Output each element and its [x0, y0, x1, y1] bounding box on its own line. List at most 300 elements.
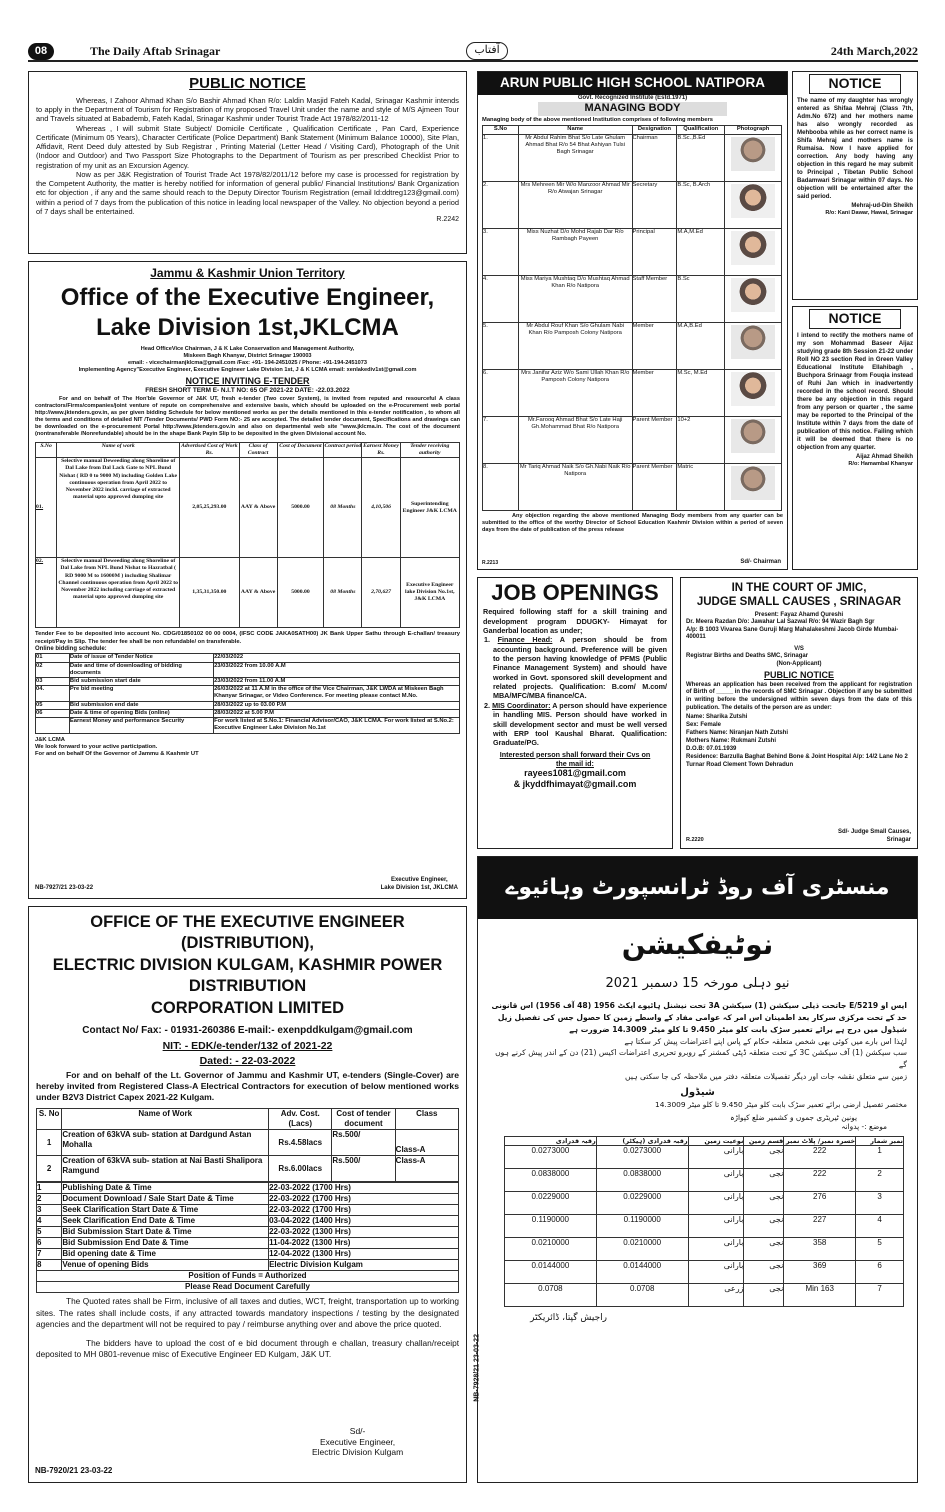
- jobs-email-1[interactable]: rayees1081@gmail.com: [524, 767, 626, 778]
- table-cell: Creation of 63kVA sub- station at Nai Basti Shalipora Ramgund: [62, 1156, 269, 1182]
- public-notice-title: PUBLIC NOTICE: [189, 75, 306, 92]
- table-cell: [725, 228, 782, 275]
- table-cell: 1: [856, 1145, 904, 1168]
- table-cell: 0.0273000: [505, 1145, 597, 1168]
- court-title-2: JUDGE SMALL CAUSES , SRINAGAR: [696, 596, 902, 609]
- table-cell: Mr Abdul Rouf Khan S/o Ghulam Nabi Khan R/o Pamposh Colony Natipora: [518, 322, 632, 369]
- table-cell: 28/03/2022 up to 03.00 P.M: [214, 701, 460, 709]
- arun-ref: R.2213: [482, 559, 499, 566]
- signature-line: Executive Engineer,: [390, 877, 448, 883]
- table-header: Designation: [632, 126, 677, 134]
- table-cell: 0.0838000: [596, 1168, 688, 1191]
- table-cell: 5: [856, 1237, 904, 1260]
- jobs-title: JOB OPENINGS: [491, 580, 659, 605]
- detail-line: Sex: Female: [686, 721, 722, 728]
- lcma-addr-2: Miskeen Bagh Khanyar, District Srinagar 190003: [183, 352, 312, 359]
- masthead: [28, 42, 918, 62]
- public-notice: [28, 71, 467, 254]
- table-cell: 7: [37, 1249, 62, 1260]
- urdu-signature: راجیش گپتا، ڈائریکٹر: [530, 1312, 607, 1323]
- notice-address: R/o: Kani Dawar, Hawal, Srinagar: [825, 210, 913, 217]
- table-cell: 22-03-2022 (1300 Hrs): [269, 1227, 459, 1238]
- table-row: [483, 322, 782, 369]
- kulgam-dated: Dated: - 22-03-2022: [199, 1054, 296, 1067]
- member-photo: [731, 419, 775, 453]
- detail-line: Name: Sharika Zutshi: [686, 713, 748, 720]
- table-cell: 3.: [483, 228, 519, 275]
- table-cell: 5.: [483, 322, 519, 369]
- notice-signature: Mehraj-ud-Din Sheikh: [851, 202, 913, 209]
- jobs-cta: Interested person shall forward their Cvs on the mail id:: [499, 749, 651, 768]
- job-heading: MIS Coordinator:: [492, 700, 551, 710]
- table-cell: Mr Tariq Ahmad Naik S/o Gh.Nabi Naik R/o Natipora: [518, 463, 632, 510]
- member-photo: [731, 325, 775, 359]
- table-cell: 3: [856, 1191, 904, 1214]
- table-cell: Document Download / Sale Start Date & Time: [62, 1194, 269, 1205]
- table-cell: Rs.500/: [332, 1156, 395, 1182]
- jobs-email-link[interactable]: jkyddfhimayat@gmail.com: [522, 778, 637, 789]
- signature-line: Electric Division Kulgam: [312, 1447, 404, 1458]
- table-row: [36, 654, 460, 662]
- lcma-notice-heading: NOTICE INVITING E-TENDER: [185, 375, 310, 386]
- table-cell: 10+2: [677, 416, 725, 463]
- table-header: Name of work: [57, 443, 180, 458]
- table-cell: [725, 463, 782, 510]
- table-cell: 1.: [483, 134, 519, 181]
- table-cell: M.Sc, M.Ed: [677, 369, 725, 416]
- table-cell: Electric Division Kulgam: [269, 1260, 459, 1271]
- lcma-schedule-title: Online bidding schedule:: [35, 645, 107, 652]
- table-row: [505, 1191, 904, 1214]
- table-cell: 0.0708: [596, 1283, 688, 1306]
- table-row: [505, 1260, 904, 1283]
- table-cell: 5000.00: [277, 458, 324, 558]
- table-cell: [36, 718, 70, 733]
- table-cell: Date & time of opening Bids (online): [69, 709, 213, 717]
- detail-line: D.O.B: 07.01.1939: [686, 746, 737, 753]
- table-cell: 2,05,25,293.00: [180, 458, 239, 558]
- table-cell: 1,35,31,350.00: [180, 558, 239, 628]
- table-cell: 8.: [483, 463, 519, 510]
- table-cell: 7: [856, 1283, 904, 1306]
- lcma-addr-1: Head OfficeVice Chairman, J & K Lake Conservation and Management Authority,: [140, 346, 355, 352]
- table-cell: Secretary: [632, 181, 677, 228]
- table-cell: 6: [856, 1260, 904, 1283]
- table-cell: 08 Months: [324, 458, 362, 558]
- kulgam-p1: The Quoted rates shall be Firm, inclusive of all taxes and duties, WCT, freight, transportation up to working sites. The rates shall include costs, if any attracted towards mandatory inspections / testing by the designated agencies and the department will not be required to pay / reimburse anything over and above the price quoted.: [36, 1296, 459, 1329]
- notice-body: I intend to rectify the mothers name of my son Mohammad Baseer Aijaz studying grade 8th Session 21-22 under Roll NO 23 section Red in Green Valley Educational Institute Ellahibagh , Buchpora Srinaagr from Fouqia instead of Ruhi Jan which in inadvertently recorded in the school record. Should there be any objection in this regard from any person or quarter , the same may be reported to the Principal of the Institute within 7 days from the date of publication of this notice. Failing which it will be deemed that there is no objection from any quarter.: [797, 331, 913, 451]
- lcma-title-2: Lake Division 1st,JKLCMA: [96, 314, 399, 341]
- table-row: [37, 1194, 459, 1205]
- table-cell: بارانی: [688, 1191, 744, 1214]
- jobs-email-2: [483, 779, 667, 790]
- signature-line: Srinagar: [886, 836, 911, 843]
- table-cell: 0.1190000: [596, 1214, 688, 1237]
- kulgam-p2: The bidders have to upload the cost of e bid document through e challan, treasury challan/receipt deposited to MH 0801-revenue misc of Executive Engineer ED Kulgam, J&K UT.: [36, 1338, 459, 1360]
- notice-title: NOTICE: [809, 309, 901, 329]
- detail-line: Fathers Name: Niranjan Nath Zutshi: [686, 729, 789, 736]
- table-cell: 06: [36, 709, 70, 717]
- table-cell: 276: [784, 1191, 856, 1214]
- table-row: [505, 1214, 904, 1237]
- table-header: S. No: [37, 1109, 62, 1130]
- arun-managing-body: MANAGING BODY: [538, 102, 727, 116]
- urdu-date: نیو دہلی مورخہ 15 دسمبر 2021: [605, 976, 790, 991]
- table-cell: M.A,B.Ed: [677, 322, 725, 369]
- table-row: [36, 718, 460, 733]
- table-cell: Miss Mariya Mushtaq D/o Mushtaq Ahmad Khan R/o Natipora: [518, 275, 632, 322]
- urdu-banner: منسٹری آف روڈ ٹرانسپورٹ وہائیوے: [478, 857, 917, 919]
- kulgam-ref: NB-7920/21 23-03-22: [35, 1466, 113, 1475]
- urdu-para-4: زمین سے متعلق نقشہ جات اور دیگر تفصیلات متعلقہ دفتر میں ملاحظہ کی جا سکتی ہیں: [625, 1071, 907, 1081]
- table-cell: بارانی: [688, 1260, 744, 1283]
- table-cell: 0.0273000: [596, 1145, 688, 1168]
- kulgam-dates-table: [36, 1182, 459, 1293]
- table-cell: Principal: [632, 228, 677, 275]
- table-cell: نجی: [744, 1214, 784, 1237]
- table-cell: نجی: [744, 1283, 784, 1306]
- table-cell: 03: [36, 678, 70, 686]
- table-cell: 222: [784, 1168, 856, 1191]
- notice-body: The name of my daughter has wrongly entered as Shifaa Mehraj (Class 7th, Adm.No 672) and her mothers name has also wrongly recorded as Mehbooba while as her correct name is Shifa Mehraj and mothers name is Rumaisa. Now I have applied for correction. Any body having any objection in this regard he may submit to Principal , Tibetan Public School Badamwari Srinagar within 07 days. No objection will be entertained after the said period.: [797, 96, 913, 200]
- court-non-applicant: (Non-Applicant): [776, 660, 822, 667]
- jobs-item-finance: 1. Finance Head: A person should be from accounting background. Preference will be given to the person having knowledge of PFMS (Public Finance Management System) and should have worked in Govt. sponsored skill development and related projects. Qualification: B.com/ M.com/ MBA/MFC/MBA finance/CA.: [484, 635, 667, 701]
- public-notice-p3: Now as per J&K Registration of Tourist Trade Act 1978/82/2011/12 before my case is processed for registration by the Competent Authority, the matter is hereby notified for information of general public/ Financial Institutions/ Bank Organization etc for objection , if any and the same should reach to the Deputy Director Tourism Registration (email Id:ddtreg123@gmail.com) within a period of 7 days from the publication of this notice in leading local newspaper of the Valley. No objection beyond a period of 7 days shall be entertained.: [36, 169, 459, 216]
- urdu-village: موضع :- پدوانہ: [841, 1122, 887, 1132]
- table-row: [37, 1249, 459, 1260]
- table-cell: Parent Member: [632, 463, 677, 510]
- lcma-schedule-table: [35, 653, 460, 733]
- court-present: Present: Fayaz Ahamd Qureshi: [754, 611, 844, 618]
- table-row: [37, 1183, 459, 1194]
- kulgam-tender: [28, 906, 467, 1483]
- table-cell: نجی: [744, 1237, 784, 1260]
- table-cell: Selective manual Deweeding along Shoreline of Dal Lake from Dal Lack Gate to NPL Bund Nishat ( RD 0 to 9000 M) including Golden Lake continuous operation from April 2022 to November 2022 incld. carriage of extracted material upto approved dumping site: [57, 458, 180, 558]
- arun-school-notice: [477, 71, 788, 570]
- kulgam-intro: For and on behalf of the Lt. Governor of Jammu and Kashmir UT, e-tenders (Single-Cover) are hereby invited from Registered Class-A Electrical Contractors for execution of below mentioned works under B2V3 District Capex 2021-22 Kulgam.: [36, 1069, 459, 1103]
- urdu-land-table: [504, 1136, 904, 1307]
- table-header: Name: [518, 126, 632, 134]
- table-cell: 6: [37, 1238, 62, 1249]
- urdu-ref: NB-7928/21 23-03-22: [473, 1334, 481, 1402]
- signature-line: Lake Division 1st, JKLCMA: [380, 884, 458, 891]
- urdu-district: یونین ٹیریٹری جموں و کشمیر ضلع کپواڑہ: [730, 1113, 857, 1123]
- table-cell: Rs.500/: [332, 1130, 395, 1156]
- table-cell: 03-04-2022 (1400 Hrs): [269, 1216, 459, 1227]
- lcma-nit-no: FRESH SHORT TERM E- N.I.T NO: 65 OF 2021-22 DATE: -22.03.2022: [145, 387, 350, 395]
- table-row: [36, 709, 460, 717]
- table-cell: 0.0229000: [596, 1191, 688, 1214]
- table-cell: بارانی: [688, 1145, 744, 1168]
- signature-line: Sd/-: [349, 1426, 366, 1437]
- urdu-schedule-sub: مختصر تفصیل ارضی برائے تعمیر سڑک بابت کلو میٹر 9.450 تا کلو میٹر 14.3009: [655, 1100, 907, 1110]
- table-cell: 0.0229000: [505, 1191, 597, 1214]
- table-cell: 08 Months: [324, 558, 362, 628]
- table-header: Qualification: [677, 126, 725, 134]
- table-cell: 0.0210000: [505, 1237, 597, 1260]
- table-row: [37, 1260, 459, 1271]
- table-cell: Rs.4.58lacs: [269, 1130, 332, 1156]
- table-cell: بارانی: [688, 1168, 744, 1191]
- table-cell: Seek Clarification Start Date & Time: [62, 1205, 269, 1216]
- notice-mother-name: [792, 306, 918, 570]
- table-row: [505, 1168, 904, 1191]
- table-header: Name of Work: [62, 1109, 269, 1130]
- table-cell: 0.0838000: [505, 1168, 597, 1191]
- court-body: Whereas an application has been received from the applicant for registration of Birth of _____ in the records of SMC Srinagar . Objection if any be submitted in writing before the undersigned within seven days from the date of this publication. The details of the person are as under:: [686, 681, 912, 711]
- court-petitioner-1: Dr. Meera Razdan D/o: Jawahar Lal Sazwal R/o: 94 Wazir Bagh Sgr: [686, 619, 875, 626]
- lcma-close-3: For and on behalf Of the Governor of Jammu & Kashmir UT: [35, 751, 199, 758]
- signature-line: Sd/- Judge Small Causes,: [837, 829, 911, 835]
- kulgam-signature: [312, 1426, 403, 1458]
- table-cell: Date and time of downloading of bidding documents: [69, 662, 213, 677]
- court-signature: [838, 829, 911, 844]
- table-row: [37, 1205, 459, 1216]
- table-header: نوعیت زمین: [688, 1136, 744, 1145]
- table-cell: Pre bid meeting: [69, 686, 213, 701]
- table-cell: 04.: [36, 686, 70, 701]
- table-cell: 1: [37, 1130, 62, 1156]
- table-cell: Date of issue of Tender Notice: [69, 654, 213, 662]
- table-cell: 222: [784, 1145, 856, 1168]
- table-header: Earnest Money Rs.: [363, 443, 399, 457]
- kulgam-title-2: ELECTRIC DIVISION KULGAM, KASHMIR POWER DISTRIBUTION: [52, 955, 443, 996]
- table-row: [37, 1130, 459, 1156]
- table-row: [37, 1216, 459, 1227]
- arun-title: ARUN PUBLIC HIGH SCHOOL NATIPORA: [478, 72, 787, 95]
- table-cell: 2: [37, 1194, 62, 1205]
- table-cell: 4: [37, 1216, 62, 1227]
- detail-line: Mothers Name: Rukmani Zutshi: [686, 737, 777, 744]
- urdu-title: نوٹیفکیشن: [621, 928, 774, 961]
- table-cell: Please Read Document Carefully: [37, 1282, 459, 1293]
- table-row: [483, 369, 782, 416]
- table-header: Tender receiving authority: [400, 443, 459, 458]
- table-cell: Earnest Money and performance Security: [69, 718, 213, 733]
- public-notice-ref: R.2242: [436, 216, 459, 223]
- kulgam-contact: Contact No/ Fax: - 01931-260386 E-mail:- exenpddkulgam@gmail.com: [82, 1025, 413, 1037]
- table-cell: 2,70,627: [362, 558, 400, 628]
- table-row: [36, 458, 460, 558]
- table-cell: 0.0144000: [505, 1260, 597, 1283]
- table-header: خسرہ نمبر/ پلاٹ نمبر: [784, 1136, 856, 1145]
- court-petitioner-2: A/p: B 1003 Vivarea Sane Guruji Marg Mahalakeshmi Jacob Girde Mumbai-400011: [686, 626, 899, 641]
- lcma-addr-3: email: - vicechairmanjklcma@gmail.com /Fax: +91- 194-2451025 / Phone: +91-194-2451073: [128, 359, 367, 366]
- table-cell: 4.: [483, 275, 519, 322]
- arun-footer: Any objection regarding the above mentioned Managing Body members from any quarter can be submitted to the office of the worthy Director of School Education Kashmir Division within a period of seven days from the date of publication of the press release: [482, 512, 783, 533]
- table-cell: 11-04-2022 (1300 Hrs): [269, 1238, 459, 1249]
- job-openings: [477, 577, 673, 849]
- table-row: [483, 228, 782, 275]
- court-respondent: Registrar Births and Deaths SMC, Srinagar: [686, 653, 809, 660]
- table-cell: 0.1190000: [505, 1214, 597, 1237]
- table-cell: AAY & Above: [239, 558, 277, 628]
- table-cell: Mr Abdul Rahim Bhat S/o Late Ghulam Ahmad Bhat R/o 54 Bhat Ashiyan Tulsi Bagh Srinagar: [518, 134, 632, 181]
- table-row: [505, 1145, 904, 1168]
- kulgam-works-table: [36, 1108, 459, 1182]
- table-header: قسم زمین: [744, 1136, 784, 1145]
- table-row: [36, 662, 460, 677]
- table-row: [505, 1237, 904, 1260]
- table-header: Contract period: [324, 443, 362, 458]
- table-cell: نجی: [744, 1168, 784, 1191]
- lcma-addr-4: Implementing Agency"Executive Engineer, Executive Engineer Lake Division 1st, J & K LCMA email: xenlakediv1st@gmail.com: [78, 366, 417, 373]
- table-cell: 2.: [483, 181, 519, 228]
- table-cell: M.A,M.Ed: [677, 228, 725, 275]
- table-row: [37, 1227, 459, 1238]
- lcma-close-1: J&K LCMA: [35, 736, 65, 743]
- court-versus: V/S: [794, 645, 804, 652]
- table-cell: [725, 181, 782, 228]
- table-cell: Mrs Janifar Aziz W/o Sami Ullah Khan R/o Pamposh Colony Natipora: [518, 369, 632, 416]
- table-cell: 4,10,506: [362, 458, 400, 558]
- job-heading: Finance Head:: [497, 635, 553, 645]
- table-cell: 7.: [483, 416, 519, 463]
- table-cell: 22-03-2022 (1700 Hrs): [269, 1183, 459, 1194]
- table-cell: 5: [37, 1227, 62, 1238]
- lcma-tender-fee: Tender Fee to be deposited into account No. CDG/01850102 00 00 0004, (IFSC CODE JAKA0SATH00) JK Bank Upper Sathu through E-challan/ treasury receipt/Pay in Slip. The tender fee shall be non refundable/ on transferable.: [35, 631, 460, 645]
- table-cell: 01: [36, 654, 70, 662]
- table-cell: 0.0144000: [596, 1260, 688, 1283]
- kulgam-title-1: OFFICE OF THE EXECUTIVE ENGINEER (DISTRIBUTION),: [90, 913, 405, 953]
- table-header: نمبر شمار: [856, 1136, 904, 1145]
- urdu-schedule-title: شیڈول: [680, 1086, 715, 1098]
- table-header: Cost of tender document: [332, 1109, 395, 1130]
- table-cell: 2: [37, 1156, 62, 1182]
- kulgam-nit: NIT: - EDK/e-tender/132 of 2021-22: [162, 1039, 333, 1052]
- table-cell: Mrs Mehreen Mir W/o Manzoor Ahmad Mir R/o Atwajan Srinagar: [518, 181, 632, 228]
- table-cell: [725, 322, 782, 369]
- table-cell: Member: [632, 322, 677, 369]
- table-cell: 23/03/2022 from 10.00 A.M: [214, 662, 460, 677]
- table-cell: 227: [784, 1214, 856, 1237]
- table-cell: 02.: [36, 558, 57, 628]
- table-cell: نجی: [744, 1145, 784, 1168]
- table-cell: 6.: [483, 369, 519, 416]
- table-cell: 5000.00: [277, 558, 324, 628]
- table-cell: 22-03-2022 (1700 Hrs): [269, 1194, 459, 1205]
- table-cell: AAY & Above: [239, 458, 277, 558]
- lcma-ut: Jammu & Kashmir Union Territory: [150, 266, 345, 280]
- table-cell: بارانی: [688, 1214, 744, 1237]
- table-cell: 163 Min: [784, 1283, 856, 1306]
- table-cell: Staff Member: [632, 275, 677, 322]
- table-cell: 369: [784, 1260, 856, 1283]
- table-cell: Bid Submission End Date & Time: [62, 1238, 269, 1249]
- table-cell: [725, 134, 782, 181]
- job-description: A person should be from accounting background. Preference will be given to the person having knowledge of PFMS (Public Finance Management System) and should have worked in Govt. sponsored skill development and related projects. Qualification: B.com/ M.com/ MBA/MFC/MBA finance/CA.: [493, 635, 667, 701]
- table-cell: [725, 416, 782, 463]
- table-cell: 358: [784, 1237, 856, 1260]
- table-cell: 01.: [36, 458, 57, 558]
- table-cell: 22-03-2022 (1700 Hrs): [269, 1205, 459, 1216]
- table-header: Adv. Cost. (Lacs): [269, 1109, 332, 1130]
- court-notice: [680, 577, 918, 849]
- table-cell: 0.0210000: [596, 1237, 688, 1260]
- urdu-para-2: لہٰذا اس بارے میں کوئی بھی شخص متعلقہ حکام کے پاس اپنے اعتراضات پیش کر سکتا ہے: [624, 1036, 907, 1046]
- table-row: [36, 558, 460, 628]
- lcma-works-table: [35, 442, 460, 628]
- table-row: [37, 1238, 459, 1249]
- table-row: [37, 1282, 459, 1293]
- arun-members-table: [482, 125, 782, 510]
- table-cell: [725, 275, 782, 322]
- table-header: Class: [395, 1109, 458, 1130]
- issue-date: 24th March,2022: [830, 44, 918, 58]
- table-header: Class of Contract: [239, 443, 277, 458]
- table-header: Photograph: [725, 126, 782, 134]
- table-row: [505, 1283, 904, 1306]
- table-cell: 05: [36, 701, 70, 709]
- table-cell: Position of Funds = Authorized: [37, 1271, 459, 1282]
- jobs-item-mis: 2. MIS Coordinator: A person should have experience in handling MIS. Person should have worked in skill development sector and must be well versed with ERP tool Kaushal Bharat. Qualification: Graduate/PG.: [484, 700, 668, 748]
- table-cell: B.Sc, B.Arch: [677, 181, 725, 228]
- table-header: رقبہ قدرادی (ہیکٹر): [596, 1136, 688, 1145]
- member-photo: [731, 466, 775, 500]
- public-notice-p2: Whereas , I will submit State Subject/ Domicile Certificate , Qualification Certificate , Pan Card, Experience Certificate (Minimum 05 Years), Character Certificate (Police Department) Bank Statement (Minimum Balance 10000), Site Plan, Affidavit, Rent Deed duly attested by Sub Registrar , Printing Material (Letter Head / Visiting Card), Photograph of the Unit (Indoor and Outdoor) and Two Passport Size Photographs to the Department of Tourism as per prescribed Checklist Prior to registration of my unit as an Excursion Agency.: [36, 123, 459, 170]
- table-cell: بارانی: [688, 1237, 744, 1260]
- court-public-notice: PUBLIC NOTICE: [763, 670, 834, 681]
- jobs-intro: Required following staff for a skill training and development program DDUGKY- Himayat for Ganderbal location as under;: [483, 607, 667, 635]
- table-cell: 3: [37, 1205, 62, 1216]
- table-row: [483, 181, 782, 228]
- table-cell: Bid submission end date: [69, 701, 213, 709]
- table-row: [37, 1271, 459, 1282]
- paper-logo: آفتاب: [466, 42, 508, 60]
- job-description: A person should have experience in handling MIS. Person should have worked in skill development sector and must be well versed with ERP tool Kaushal Bharat. Qualification: Graduate/PG.: [493, 700, 668, 748]
- lcma-tender: [28, 261, 467, 899]
- table-header: Advertised Cost of Work Rs.: [181, 443, 238, 457]
- table-cell: Parent Member: [632, 416, 677, 463]
- notice-address: R/o: Hamambal Khanyar: [848, 461, 913, 468]
- table-cell: 0.0708: [505, 1283, 597, 1306]
- table-cell: Seek Clarification End Date & Time: [62, 1216, 269, 1227]
- urdu-notification: [473, 856, 918, 1483]
- table-header: S.No: [36, 443, 57, 458]
- table-cell: Bid Submission Start Date & Time: [62, 1227, 269, 1238]
- table-cell: For work listed at S.No.1: Financial Advisor/CAO, J&K LCMA. For work listed at S.No.2: Executive Engineer Lake Division No.1st: [214, 718, 460, 733]
- table-header: Cost of Document: [277, 443, 324, 458]
- table-cell: 12-04-2022 (1300 Hrs): [269, 1249, 459, 1260]
- court-title-1: IN THE COURT OF JMIC,: [731, 582, 867, 594]
- table-cell: Class-A: [395, 1156, 458, 1182]
- lcma-signature: [381, 877, 458, 892]
- table-cell: 26/03/2022 at 11 A.M in the office of the Vice Chairman, J&K LWDA at Miskeen Bagh Khanyar Srinagar, or Video Conference. For meeting please contact M.No.: [214, 686, 460, 701]
- urdu-para-3: سب سیکشن (1) آف سیکشن 3C کے تحت متعلقہ ڈپٹی کمشنر کے روبرو تحریری اعتراضات اکیس (21) دن کے اندر پیش کرنے ہوں گے: [495, 1048, 907, 1070]
- table-row: [483, 275, 782, 322]
- table-cell: Bid opening date & Time: [62, 1249, 269, 1260]
- table-cell: Chairman: [632, 134, 677, 181]
- table-cell: 2: [856, 1168, 904, 1191]
- signature-line: Executive Engineer,: [320, 1436, 396, 1447]
- table-cell: Creation of 63kVA sub- station at Dardgund Astan Mohalla: [62, 1130, 269, 1156]
- arun-subtitle: Govt. Recognized Institute (Estd.1971): [577, 94, 688, 101]
- table-cell: 28/03/2022 at 5.00 P.M: [214, 709, 460, 717]
- lcma-intro: For and on behalf of The Hon'ble Governor of J&K UT, fresh e-tender (Two cover System), is invited from reputed and resourceful A class contractors/Firms/companies/joint venture of repute on comprehensive and extensive basis, which should be uploaded on the e-Procurement web portal http://www.jktenders.gov.in, as per given bidding Schedule for below mentioned works as per the details mentioned in this e-tender notification , to whom all the terms and conditions of detailed NIT /Tender Documents/ PWD Form NO:- 25 are accepted. The detailed tender document, Specifications and drawings can be downloaded on the e-procurement Portal http://www.jktenders.gov.in and also on departmental web site "www.jklcma.in. The cost of the document (nontransferable /Nonrefundable) should be in the shape Bank Payin Slip to be deposited in the given Divisional account No.: [35, 396, 460, 438]
- court-ref: R.2220: [686, 837, 704, 844]
- table-cell: Bid submission start date: [69, 678, 213, 686]
- detail-line: Residence: Barzulla Baghat Behind Bone & Joint Hospital A/p: 14/2 Lane No 2 Turnar Road Clement Town Dehradun: [686, 754, 908, 769]
- table-cell: 22/03/2022: [214, 654, 460, 662]
- urdu-para-1: ایس او 5219/E جاتحت ذیلی سیکشن (1) سیکشن 3A تحت نیشنل ہائیوے ایکٹ 1956 (48 آف 1956) اس قانونی حد کے تحت مرکزی سرکار بعد اطمینان اس امر کہ عوامی مفاد کے واسطے زمین کا حصول جس کی تفصیل زیل شیڈول میں درج ہے برائے تعمیر سڑک بابت کلو میٹر 9.450 تا کلو میٹر 14.3009 ضرورت ہے: [491, 1001, 907, 1034]
- table-cell: B.Sc.,B.Ed: [677, 134, 725, 181]
- member-photo: [731, 137, 775, 171]
- table-cell: 02: [36, 662, 70, 677]
- member-photo: [731, 184, 775, 218]
- table-cell: نجی: [744, 1191, 784, 1214]
- ampersand: &: [513, 778, 521, 789]
- table-cell: [725, 369, 782, 416]
